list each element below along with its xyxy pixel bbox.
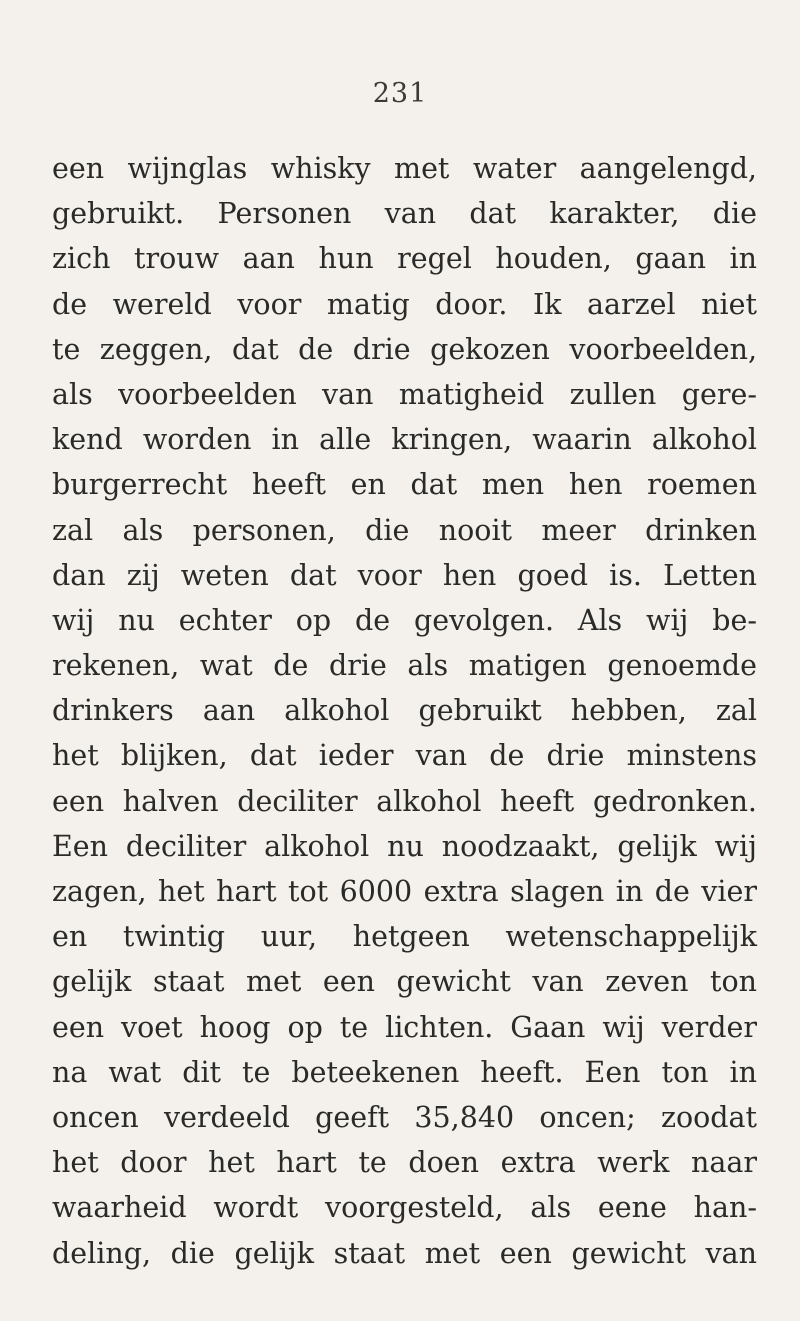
text-line: gelijk staat met een gewicht van zeven ton (52, 965, 757, 999)
text-line: Een deciliter alkohol nu noodzaakt, gelijk wij (52, 829, 757, 863)
text-line: dan zij weten dat voor hen goed is. Letten (52, 558, 757, 592)
text-line: en twintig uur, hetgeen wetenschappelijk (52, 920, 757, 954)
text-line: zagen, het hart tot 6000 extra slagen in de vier (52, 875, 757, 908)
text-line: de wereld voor matig door. Ik aarzel niet (52, 287, 757, 321)
text-line: kend worden in alle kringen, waarin alkohol (52, 423, 757, 457)
body-text (52, 146, 757, 1276)
text-line: drinkers aan alkohol gebruikt hebben, zal (52, 694, 757, 728)
text-line: wij nu echter op de gevolgen. Als wij be- (52, 603, 757, 637)
text-line: een voet hoog op te lichten. Gaan wij verder (52, 1010, 757, 1044)
text-line: een halven deciliter alkohol heeft gedronken. (52, 784, 757, 818)
text-line: burgerrecht heeft en dat men hen roemen (52, 468, 757, 502)
text-line: zal als personen, die nooit meer drinken (52, 513, 757, 547)
text-line: te zeggen, dat de drie gekozen voorbeelden, (52, 332, 757, 366)
text-line: zich trouw aan hun regel houden, gaan in (52, 242, 757, 276)
text-line: het door het hart te doen extra werk naar (52, 1146, 757, 1180)
text-line: waarheid wordt voorgesteld, als eene han- (52, 1191, 757, 1225)
text-line: deling, die gelijk staat met een gewicht van (52, 1236, 757, 1270)
page-number: 231 (372, 78, 428, 109)
text-line: gebruikt. Personen van dat karakter, die (52, 197, 757, 231)
text-line: rekenen, wat de drie als matigen genoemde (52, 649, 757, 683)
text-line: als voorbeelden van matigheid zullen gere- (52, 377, 757, 411)
text-line: oncen verdeeld geeft 35,840 oncen; zoodat (52, 1100, 757, 1134)
text-line: een wijnglas whisky met water aangelengd, (52, 152, 757, 185)
text-line: het blijken, dat ieder van de drie minstens (52, 739, 757, 773)
text-line: na wat dit te beteekenen heeft. Een ton in (52, 1055, 757, 1089)
